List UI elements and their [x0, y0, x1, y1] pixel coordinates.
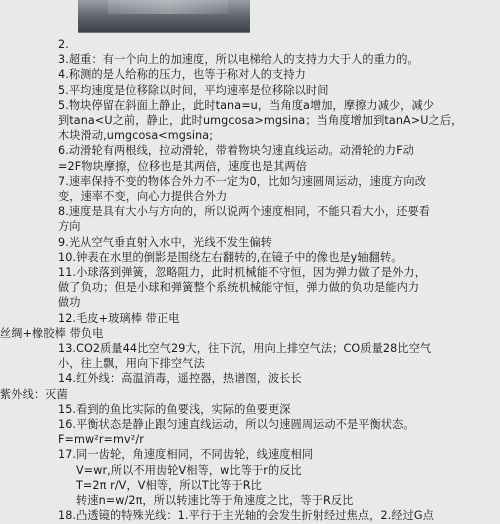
top-photo-fragment	[78, 0, 250, 33]
note-line: 6.动滑轮有两根线，拉动滑轮，带着物块匀速直线运动。动滑轮的力F动	[58, 144, 415, 158]
note-line: =2F物块摩擦，位移也是其两倍，速度也是其两倍	[58, 159, 307, 173]
note-line: 10.钟表在水里的倒影是围绕左右翻转的,在镜子中的像也是y轴翻转。	[58, 250, 403, 264]
note-line: 到tana<U之前，静止，此时umgcosa>mgsina；当角度增加到tanA>U之后，	[58, 114, 463, 128]
note-line: 12.毛皮+玻璃棒 带正电	[58, 311, 180, 325]
note-line: 16.平衡状态是静止跟匀速直线运动，所以匀速圆周运动不是平衡状态。	[58, 418, 415, 432]
note-line: 转速n=w/2π，所以转速比等于角速度之比，等于R反比	[76, 494, 354, 508]
note-line: 9.光从空气垂直射入水中，光线不发生偏转	[58, 235, 273, 249]
note-line: 丝绸+橡胶棒 带负电	[0, 326, 104, 340]
note-line: 8.速度是具有大小与方向的，所以说两个速度相同，不能只看大小，还要看	[58, 205, 431, 219]
note-line: T=2π r/V，V相等，所以T比等于R比	[76, 478, 262, 492]
note-line: 方向	[58, 220, 81, 234]
note-line: 小，往上飘，用向下排空气法	[58, 357, 205, 371]
note-line: 2.	[58, 38, 69, 51]
note-line: 5.平均速度是位移除以时间，平均速率是位移除以时间	[58, 83, 329, 97]
note-line: 4.称测的是人给称的压力，也等于称对人的支持力	[58, 68, 306, 82]
note-line: 做功	[58, 296, 81, 310]
note-line: 13.CO2质量44比空气29大，往下沉，用向上排空气法；CO质量28比空气	[58, 342, 432, 356]
note-line: V=wr,所以不用齿轮V相等，w比等于r的反比	[76, 463, 302, 477]
note-line: 变，速率不变，向心力提供合外力	[58, 190, 228, 204]
note-line: F=mw²r=mv²/r	[58, 433, 144, 447]
physics-notes	[0, 37, 496, 524]
note-line: 18.凸透镜的特殊光线：1.平行于主光轴的会发生折射经过焦点，2.经过G点	[58, 509, 434, 523]
note-line: 5.物块停留在斜面上静止，此时tana=u，当角度a增加，摩擦力减少，减少	[58, 98, 435, 112]
note-line: 7.速率保持不变的物体合外力不一定为0，比如匀速圆周运动，速度方向改	[58, 174, 427, 188]
note-line: 15.看到的鱼比实际的鱼要浅，实际的鱼要更深	[58, 402, 291, 416]
note-line: 14.红外线：高温消毒，遥控器，热谱图，波长长	[58, 372, 302, 386]
note-line: 做了负功；但是小球和弹簧整个系统机械能守恒，弹力做的负功是能内力	[58, 281, 420, 295]
note-line: 11.小球落到弹簧，忽略阻力，此时机械能不守恒，因为弹力做了是外力，	[58, 266, 427, 280]
note-line: 17.同一齿轮，角速度相同，不同齿轮，线速度相同	[58, 448, 314, 462]
note-line: 紫外线：灭菌	[0, 387, 68, 401]
note-line: 木块滑动,umgcosa<mgsina;	[58, 129, 214, 143]
note-line: 3.超重：有一个向上的加速度，所以电梯给人的支持力大于人的重力的。	[58, 53, 419, 67]
